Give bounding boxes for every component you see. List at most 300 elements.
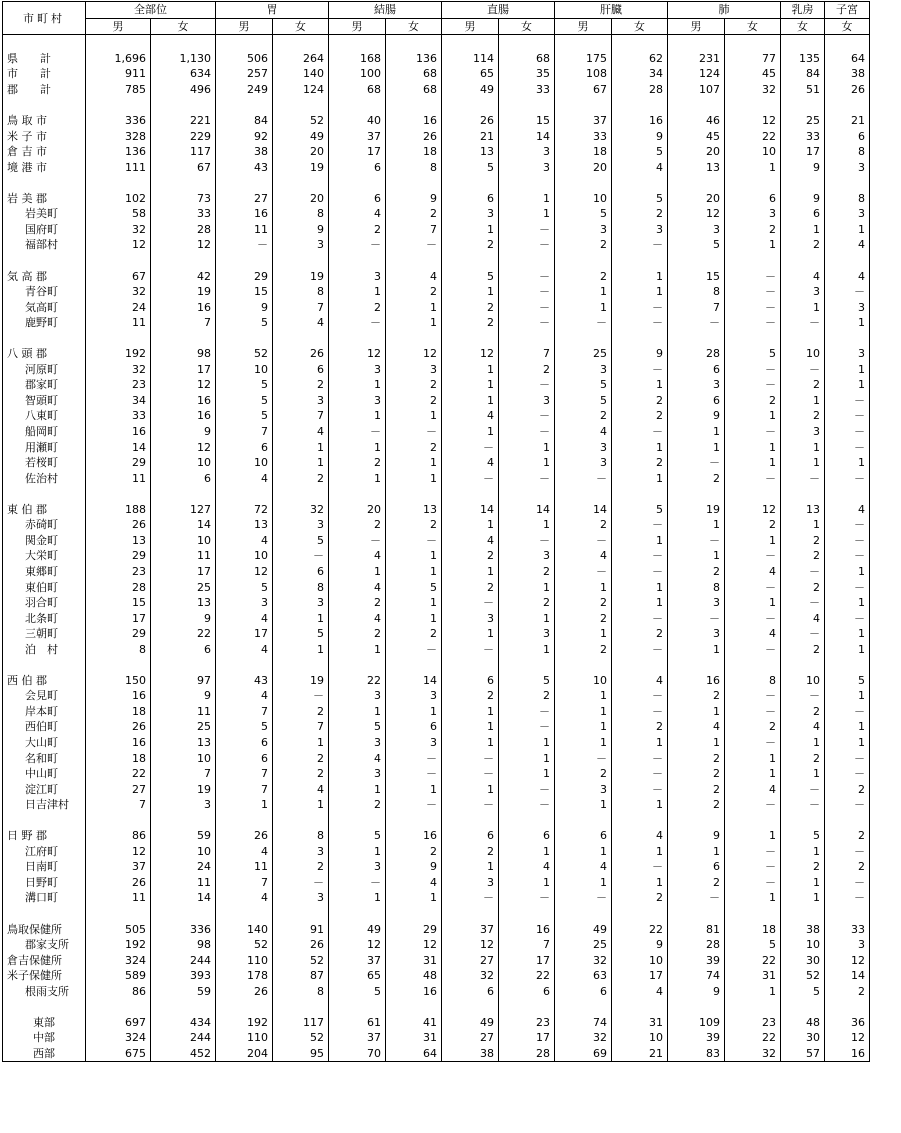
value-cell: － bbox=[442, 797, 499, 813]
value-cell: 6 bbox=[329, 191, 386, 207]
value-cell: 2 bbox=[442, 548, 499, 564]
value-cell: 12 bbox=[151, 377, 216, 393]
value-cell: － bbox=[668, 315, 725, 331]
row-name-cell: 岩美町 bbox=[3, 206, 86, 222]
value-cell: 10 bbox=[216, 362, 273, 378]
value-cell: 2 bbox=[781, 859, 825, 875]
value-cell: 39 bbox=[668, 952, 725, 968]
value-cell: 1 bbox=[442, 222, 499, 238]
value-cell: 100 bbox=[329, 66, 386, 82]
value-cell: 19 bbox=[273, 159, 329, 175]
value-cell: － bbox=[612, 299, 668, 315]
value-cell: 64 bbox=[825, 51, 870, 67]
value-cell: 17 bbox=[151, 564, 216, 580]
value-cell: 5 bbox=[781, 983, 825, 999]
value-cell: 4 bbox=[386, 875, 442, 891]
value-cell: － bbox=[499, 781, 555, 797]
table-row bbox=[3, 1046, 870, 1062]
value-cell: 124 bbox=[668, 66, 725, 82]
value-cell: 3 bbox=[329, 735, 386, 751]
value-cell: 1 bbox=[386, 455, 442, 471]
blank-cell bbox=[273, 330, 329, 346]
value-cell: 4 bbox=[329, 548, 386, 564]
value-cell: 92 bbox=[216, 128, 273, 144]
blank-cell bbox=[386, 97, 442, 113]
row-name-cell: 溝口町 bbox=[3, 890, 86, 906]
group-header-all-sites: 全部位 bbox=[86, 2, 216, 19]
blank-cell bbox=[3, 175, 86, 191]
value-cell: 5 bbox=[329, 983, 386, 999]
value-cell: － bbox=[499, 890, 555, 906]
value-cell: 8 bbox=[725, 673, 781, 689]
value-cell: 2 bbox=[386, 844, 442, 860]
value-cell: 1 bbox=[612, 875, 668, 891]
value-cell: 2 bbox=[329, 455, 386, 471]
blank-cell bbox=[273, 175, 329, 191]
value-cell: 1 bbox=[612, 439, 668, 455]
value-cell: 5 bbox=[725, 346, 781, 362]
value-cell: － bbox=[825, 424, 870, 440]
blank-cell bbox=[329, 657, 386, 673]
value-cell: － bbox=[442, 470, 499, 486]
blank-cell bbox=[151, 906, 216, 922]
value-cell: － bbox=[725, 299, 781, 315]
blank-cell bbox=[151, 812, 216, 828]
value-cell: － bbox=[612, 704, 668, 720]
value-cell: 2 bbox=[273, 859, 329, 875]
value-cell: 6 bbox=[442, 673, 499, 689]
value-cell: 31 bbox=[386, 1030, 442, 1046]
value-cell: 17 bbox=[781, 144, 825, 160]
value-cell: 2 bbox=[781, 377, 825, 393]
value-cell: － bbox=[612, 315, 668, 331]
blank-cell bbox=[273, 253, 329, 269]
row-name-cell: 郡 計 bbox=[3, 82, 86, 98]
value-cell: 192 bbox=[216, 1015, 273, 1031]
value-cell: 18 bbox=[386, 144, 442, 160]
value-cell: 1 bbox=[386, 781, 442, 797]
value-cell: 1 bbox=[555, 844, 612, 860]
table-header bbox=[3, 2, 870, 35]
value-cell: 5 bbox=[442, 159, 499, 175]
value-cell: 1 bbox=[499, 641, 555, 657]
value-cell: 57 bbox=[781, 1046, 825, 1062]
blank-cell bbox=[499, 657, 555, 673]
row-name-cell: 東 伯 郡 bbox=[3, 502, 86, 518]
value-cell: 20 bbox=[668, 191, 725, 207]
value-cell: 32 bbox=[86, 362, 151, 378]
value-cell: 6 bbox=[442, 983, 499, 999]
blank-cell bbox=[151, 35, 216, 51]
value-cell: 5 bbox=[329, 719, 386, 735]
value-cell: 4 bbox=[329, 610, 386, 626]
value-cell: 65 bbox=[329, 968, 386, 984]
row-name-cell: 郡家町 bbox=[3, 377, 86, 393]
sex-header-female: 女 bbox=[273, 18, 329, 35]
value-cell: － bbox=[555, 564, 612, 580]
value-cell: 4 bbox=[555, 859, 612, 875]
value-cell: 10 bbox=[612, 1030, 668, 1046]
table-row bbox=[3, 844, 870, 860]
table-row bbox=[3, 517, 870, 533]
table-row bbox=[3, 704, 870, 720]
value-cell: 1 bbox=[329, 704, 386, 720]
value-cell: 17 bbox=[329, 144, 386, 160]
value-cell: 14 bbox=[151, 890, 216, 906]
value-cell: 1 bbox=[668, 424, 725, 440]
blank-cell bbox=[86, 97, 151, 113]
sex-header-female: 女 bbox=[612, 18, 668, 35]
group-header-breast: 乳房 bbox=[781, 2, 825, 19]
value-cell: 23 bbox=[86, 377, 151, 393]
value-cell: － bbox=[386, 533, 442, 549]
value-cell: 2 bbox=[442, 237, 499, 253]
blank-cell bbox=[3, 35, 86, 51]
value-cell: 140 bbox=[216, 921, 273, 937]
value-cell: 1 bbox=[612, 844, 668, 860]
value-cell: 9 bbox=[612, 128, 668, 144]
value-cell: 4 bbox=[725, 781, 781, 797]
value-cell: 1 bbox=[555, 719, 612, 735]
value-cell: 10 bbox=[216, 455, 273, 471]
blank-cell bbox=[668, 812, 725, 828]
blank-cell bbox=[499, 330, 555, 346]
value-cell: 4 bbox=[216, 890, 273, 906]
value-cell: 28 bbox=[668, 937, 725, 953]
value-cell: 2 bbox=[499, 564, 555, 580]
value-cell: 33 bbox=[151, 206, 216, 222]
value-cell: － bbox=[216, 237, 273, 253]
value-cell: 140 bbox=[273, 66, 329, 82]
value-cell: 59 bbox=[151, 828, 216, 844]
value-cell: － bbox=[668, 610, 725, 626]
row-name-cell: 西 伯 郡 bbox=[3, 673, 86, 689]
blank-cell bbox=[781, 330, 825, 346]
value-cell: 43 bbox=[216, 159, 273, 175]
value-cell: 29 bbox=[86, 455, 151, 471]
value-cell: 98 bbox=[151, 346, 216, 362]
table-row bbox=[3, 719, 870, 735]
value-cell: 37 bbox=[329, 1030, 386, 1046]
value-cell: 1 bbox=[273, 610, 329, 626]
value-cell: 505 bbox=[86, 921, 151, 937]
cancer-statistics-table bbox=[2, 1, 870, 1062]
blank-cell bbox=[386, 906, 442, 922]
blank-cell bbox=[3, 330, 86, 346]
blank-cell bbox=[86, 486, 151, 502]
value-cell: 13 bbox=[781, 502, 825, 518]
blank-cell bbox=[3, 999, 86, 1015]
value-cell: 4 bbox=[499, 859, 555, 875]
value-cell: 11 bbox=[151, 548, 216, 564]
value-cell: 244 bbox=[151, 952, 216, 968]
value-cell: 9 bbox=[273, 222, 329, 238]
value-cell: － bbox=[725, 875, 781, 891]
value-cell: 2 bbox=[781, 750, 825, 766]
value-cell: 52 bbox=[216, 346, 273, 362]
value-cell: 9 bbox=[668, 983, 725, 999]
value-cell: 1 bbox=[442, 859, 499, 875]
value-cell: 2 bbox=[825, 859, 870, 875]
value-cell: 17 bbox=[216, 626, 273, 642]
blank-cell bbox=[725, 175, 781, 191]
value-cell: 5 bbox=[216, 408, 273, 424]
value-cell: 1 bbox=[499, 610, 555, 626]
value-cell: 634 bbox=[151, 66, 216, 82]
value-cell: 1 bbox=[442, 362, 499, 378]
value-cell: 3 bbox=[329, 766, 386, 782]
value-cell: － bbox=[825, 579, 870, 595]
value-cell: 31 bbox=[725, 968, 781, 984]
value-cell: 4 bbox=[216, 533, 273, 549]
value-cell: 249 bbox=[216, 82, 273, 98]
value-cell: 6 bbox=[273, 564, 329, 580]
blank-cell bbox=[555, 175, 612, 191]
blank-cell bbox=[725, 812, 781, 828]
blank-row bbox=[3, 330, 870, 346]
value-cell: 40 bbox=[329, 113, 386, 129]
blank-cell bbox=[555, 35, 612, 51]
value-cell: 2 bbox=[555, 408, 612, 424]
value-cell: 3 bbox=[273, 844, 329, 860]
value-cell: 1 bbox=[216, 797, 273, 813]
value-cell: 8 bbox=[668, 284, 725, 300]
value-cell: 27 bbox=[86, 781, 151, 797]
value-cell: 62 bbox=[612, 51, 668, 67]
value-cell: 13 bbox=[216, 517, 273, 533]
blank-cell bbox=[442, 330, 499, 346]
value-cell: 6 bbox=[668, 362, 725, 378]
value-cell: 675 bbox=[86, 1046, 151, 1062]
value-cell: 2 bbox=[386, 284, 442, 300]
value-cell: － bbox=[499, 377, 555, 393]
row-name-cell: 中部 bbox=[3, 1030, 86, 1046]
value-cell: － bbox=[725, 610, 781, 626]
value-cell: 10 bbox=[151, 455, 216, 471]
value-cell: 1 bbox=[329, 408, 386, 424]
value-cell: 14 bbox=[499, 502, 555, 518]
value-cell: 3 bbox=[668, 377, 725, 393]
value-cell: － bbox=[825, 890, 870, 906]
value-cell: 2 bbox=[442, 579, 499, 595]
value-cell: 3 bbox=[555, 439, 612, 455]
value-cell: － bbox=[725, 579, 781, 595]
value-cell: 26 bbox=[273, 937, 329, 953]
value-cell: 6 bbox=[781, 206, 825, 222]
value-cell: 4 bbox=[725, 564, 781, 580]
value-cell: 3 bbox=[555, 455, 612, 471]
value-cell: 22 bbox=[725, 128, 781, 144]
value-cell: 109 bbox=[668, 1015, 725, 1031]
table-row bbox=[3, 191, 870, 207]
value-cell: 32 bbox=[725, 1046, 781, 1062]
value-cell: 29 bbox=[86, 548, 151, 564]
row-name-cell: 倉吉保健所 bbox=[3, 952, 86, 968]
value-cell: 8 bbox=[273, 983, 329, 999]
blank-cell bbox=[442, 35, 499, 51]
value-cell: 1 bbox=[386, 470, 442, 486]
table-row bbox=[3, 268, 870, 284]
value-cell: 111 bbox=[86, 159, 151, 175]
value-cell: 61 bbox=[329, 1015, 386, 1031]
row-name-cell: 境 港 市 bbox=[3, 159, 86, 175]
blank-cell bbox=[216, 253, 273, 269]
value-cell: 43 bbox=[216, 673, 273, 689]
value-cell: 3 bbox=[386, 735, 442, 751]
value-cell: 22 bbox=[329, 673, 386, 689]
sex-header-male: 男 bbox=[442, 18, 499, 35]
blank-cell bbox=[442, 812, 499, 828]
value-cell: 46 bbox=[668, 113, 725, 129]
value-cell: 33 bbox=[555, 128, 612, 144]
value-cell: 17 bbox=[612, 968, 668, 984]
value-cell: 1 bbox=[825, 564, 870, 580]
value-cell: 12 bbox=[386, 937, 442, 953]
value-cell: 1 bbox=[825, 719, 870, 735]
value-cell: 7 bbox=[668, 299, 725, 315]
blank-cell bbox=[668, 175, 725, 191]
value-cell: 68 bbox=[386, 82, 442, 98]
row-name-cell: 日 野 郡 bbox=[3, 828, 86, 844]
value-cell: 4 bbox=[216, 844, 273, 860]
value-cell: 3 bbox=[442, 875, 499, 891]
row-name-cell: 鳥 取 市 bbox=[3, 113, 86, 129]
value-cell: － bbox=[781, 781, 825, 797]
value-cell: 11 bbox=[86, 470, 151, 486]
value-cell: 5 bbox=[216, 579, 273, 595]
blank-cell bbox=[668, 657, 725, 673]
value-cell: 12 bbox=[86, 237, 151, 253]
table-row bbox=[3, 206, 870, 222]
value-cell: 15 bbox=[216, 284, 273, 300]
group-header-stomach: 胃 bbox=[216, 2, 329, 19]
value-cell: 2 bbox=[668, 564, 725, 580]
blank-cell bbox=[668, 906, 725, 922]
blank-cell bbox=[825, 999, 870, 1015]
value-cell: 10 bbox=[555, 673, 612, 689]
value-cell: 496 bbox=[151, 82, 216, 98]
value-cell: 8 bbox=[273, 828, 329, 844]
value-cell: 32 bbox=[555, 952, 612, 968]
row-name-cell: 河原町 bbox=[3, 362, 86, 378]
blank-cell bbox=[386, 812, 442, 828]
value-cell: 1 bbox=[499, 439, 555, 455]
value-cell: 178 bbox=[216, 968, 273, 984]
value-cell: 26 bbox=[86, 517, 151, 533]
blank-cell bbox=[216, 999, 273, 1015]
row-name-cell: 東伯町 bbox=[3, 579, 86, 595]
value-cell: 67 bbox=[151, 159, 216, 175]
blank-row bbox=[3, 486, 870, 502]
value-cell: － bbox=[825, 875, 870, 891]
value-cell: 26 bbox=[273, 346, 329, 362]
value-cell: 336 bbox=[86, 113, 151, 129]
value-cell: 7 bbox=[386, 222, 442, 238]
value-cell: 1 bbox=[612, 797, 668, 813]
blank-cell bbox=[3, 253, 86, 269]
blank-cell bbox=[668, 999, 725, 1015]
table-row bbox=[3, 875, 870, 891]
value-cell: 2 bbox=[329, 626, 386, 642]
value-cell: 11 bbox=[151, 875, 216, 891]
value-cell: 2 bbox=[781, 533, 825, 549]
blank-cell bbox=[555, 253, 612, 269]
blank-cell bbox=[329, 999, 386, 1015]
value-cell: 1 bbox=[781, 439, 825, 455]
value-cell: 2 bbox=[555, 237, 612, 253]
value-cell: 95 bbox=[273, 1046, 329, 1062]
blank-cell bbox=[499, 35, 555, 51]
value-cell: 5 bbox=[442, 268, 499, 284]
blank-cell bbox=[668, 35, 725, 51]
value-cell: 2 bbox=[273, 470, 329, 486]
value-cell: － bbox=[612, 424, 668, 440]
table-row bbox=[3, 626, 870, 642]
value-cell: 2 bbox=[386, 439, 442, 455]
value-cell: 107 bbox=[668, 82, 725, 98]
value-cell: － bbox=[781, 626, 825, 642]
value-cell: － bbox=[781, 362, 825, 378]
value-cell: 124 bbox=[273, 82, 329, 98]
value-cell: 114 bbox=[442, 51, 499, 67]
value-cell: 10 bbox=[151, 844, 216, 860]
value-cell: 7 bbox=[216, 875, 273, 891]
value-cell: － bbox=[329, 424, 386, 440]
value-cell: 9 bbox=[668, 828, 725, 844]
value-cell: 38 bbox=[216, 144, 273, 160]
row-name-cell: 米 子 市 bbox=[3, 128, 86, 144]
value-cell: 102 bbox=[86, 191, 151, 207]
value-cell: 1 bbox=[555, 626, 612, 642]
value-cell: 2 bbox=[781, 408, 825, 424]
value-cell: 1 bbox=[781, 735, 825, 751]
value-cell: 1 bbox=[781, 844, 825, 860]
row-name-cell: 鳥取保健所 bbox=[3, 921, 86, 937]
value-cell: 63 bbox=[555, 968, 612, 984]
sex-header-male: 男 bbox=[216, 18, 273, 35]
row-name-cell: 船岡町 bbox=[3, 424, 86, 440]
value-cell: 2 bbox=[668, 766, 725, 782]
value-cell: 12 bbox=[86, 844, 151, 860]
value-cell: 4 bbox=[555, 548, 612, 564]
value-cell: 13 bbox=[442, 144, 499, 160]
row-name-cell: 岸本町 bbox=[3, 704, 86, 720]
table-row bbox=[3, 408, 870, 424]
blank-cell bbox=[825, 657, 870, 673]
value-cell: 2 bbox=[725, 222, 781, 238]
table-row bbox=[3, 983, 870, 999]
value-cell: 3 bbox=[273, 393, 329, 409]
value-cell: 49 bbox=[555, 921, 612, 937]
value-cell: 1 bbox=[499, 517, 555, 533]
value-cell: 15 bbox=[668, 268, 725, 284]
blank-cell bbox=[612, 999, 668, 1015]
value-cell: 2 bbox=[781, 237, 825, 253]
blank-cell bbox=[612, 97, 668, 113]
value-cell: － bbox=[499, 704, 555, 720]
value-cell: 2 bbox=[442, 315, 499, 331]
value-cell: 229 bbox=[151, 128, 216, 144]
value-cell: 2 bbox=[555, 517, 612, 533]
blank-cell bbox=[3, 97, 86, 113]
value-cell: 8 bbox=[386, 159, 442, 175]
value-cell: － bbox=[725, 704, 781, 720]
blank-cell bbox=[442, 999, 499, 1015]
blank-cell bbox=[499, 175, 555, 191]
value-cell: 1 bbox=[555, 284, 612, 300]
value-cell: 1,130 bbox=[151, 51, 216, 67]
value-cell: － bbox=[781, 470, 825, 486]
